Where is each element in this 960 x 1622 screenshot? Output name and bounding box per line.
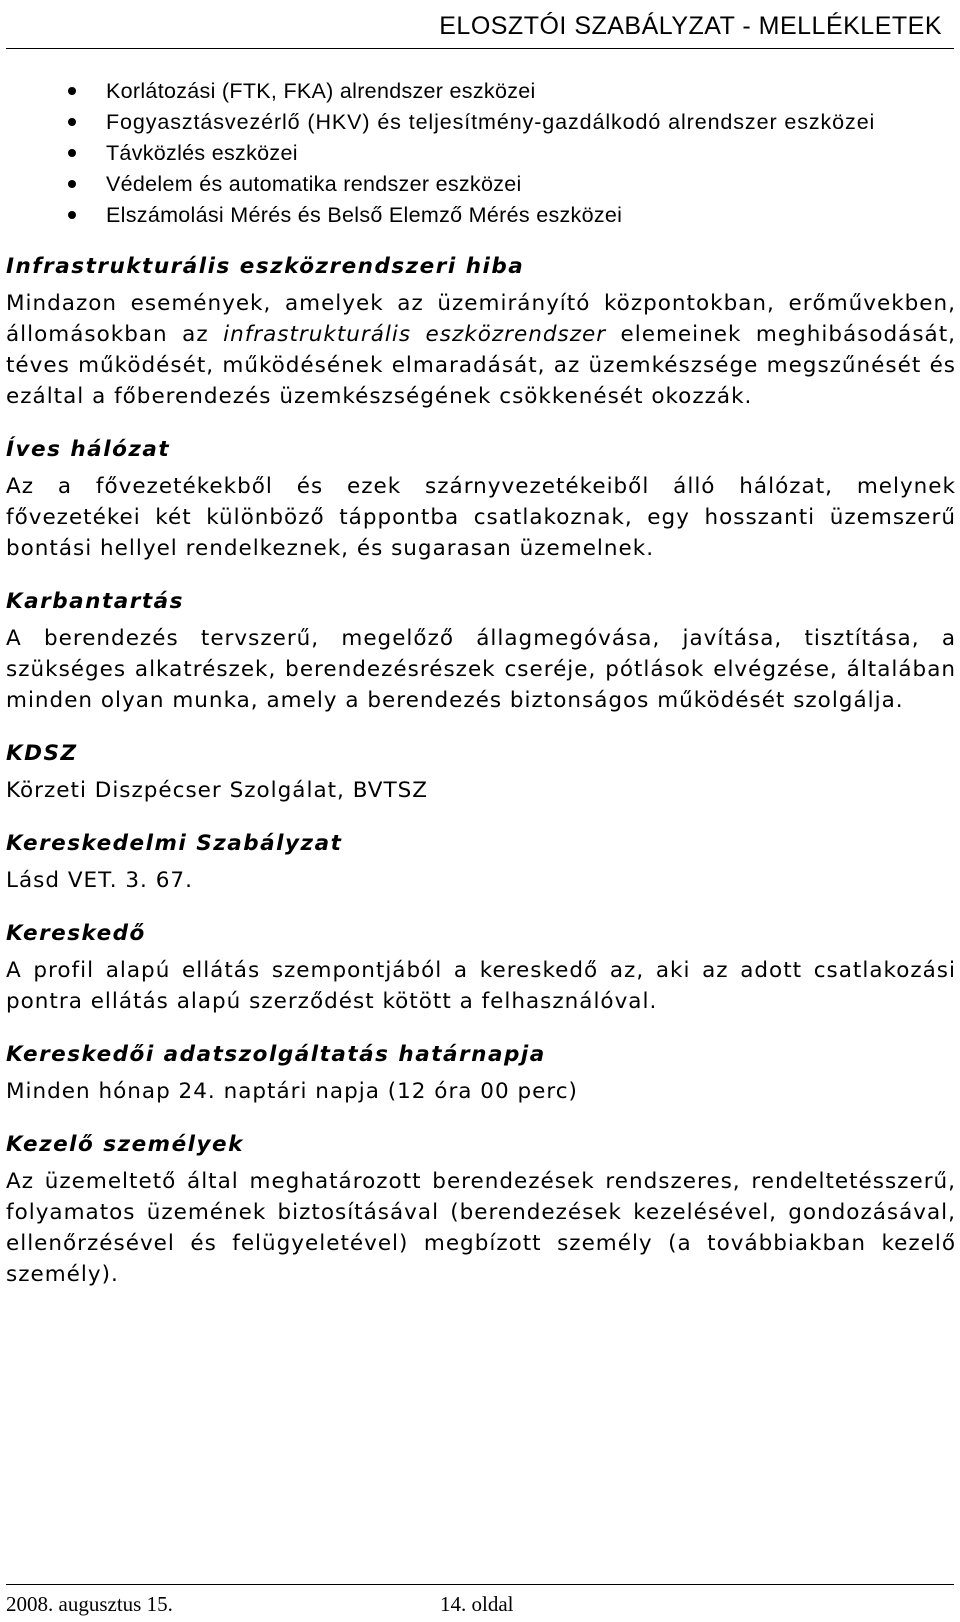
bullet-icon — [68, 149, 76, 157]
term-heading: Kezelő személyek — [6, 1132, 244, 1157]
term-definition: Az üzemeltető által meghatározott berendezések rendszeres, rendeltetésszerű, folyamatos üzemének biztosításával (berendezések kezelésével, gondozásával, ellenőrzésével és felügyeletével) megbízott személy (a továbbiakban kezelő személy). — [6, 1169, 956, 1287]
bullet-item: Fogyasztásvezérlő (HKV) és teljesítmény-gazdálkodó alrendszer eszközei — [6, 107, 956, 138]
term-definition: Lásd VET. 3. 67. — [6, 868, 193, 893]
term-heading: KDSZ — [6, 741, 78, 766]
bullet-icon — [68, 87, 76, 95]
bullet-item: Elszámolási Mérés és Belső Elemző Mérés eszközei — [6, 200, 956, 231]
bullet-item: Távközlés eszközei — [6, 138, 956, 169]
footer-rule — [6, 1584, 954, 1585]
term-heading: Karbantartás — [6, 589, 184, 614]
document-title: ELOSZTÓI SZABÁLYZAT - MELLÉKLETEK — [439, 12, 942, 40]
term-heading: Infrastrukturális eszközrendszeri hiba — [6, 254, 525, 279]
term-definition: Mindazon események, amelyek az üzemirányító központokban, erőművekben, állomásokban az infrastrukturális eszközrendszer elemeinek meghibásodását, téves működését, működésének elmaradását, az üzemkészsége megszűnését és ezáltal a főberendezés üzemkészségének csökkenését okozzák. — [6, 291, 956, 409]
bullet-item: Védelem és automatika rendszer eszközei — [6, 169, 956, 200]
footer-date: 2008. augusztus 15. — [6, 1592, 173, 1616]
term-heading: Kereskedői adatszolgáltatás határnapja — [6, 1042, 546, 1067]
term-definition: Minden hónap 24. naptári napja (12 óra 00 perc) — [6, 1079, 578, 1104]
bullet-icon — [68, 211, 76, 219]
term-definition: A berendezés tervszerű, megelőző állagmegóvása, javítása, tisztítása, a szükséges alkatrészek, berendezésrészek cseréje, pótlások elvégzése, általában minden olyan munka, amely a berendezés biztonságos működését szolgálja. — [6, 626, 956, 713]
bullet-item: Korlátozási (FTK, FKA) alrendszer eszközei — [6, 76, 956, 107]
term-heading: Kereskedelmi Szabályzat — [6, 831, 343, 856]
page-header — [0, 0, 960, 52]
term-heading: Kereskedő — [6, 921, 146, 946]
term-heading: Íves hálózat — [6, 437, 171, 462]
document-body — [6, 76, 956, 1290]
term-definition: Az a fővezetékekből és ezek szárnyvezetékeiből álló hálózat, melynek fővezetékei két különböző táppontba csatlakoznak, egy hosszanti üzemszerű bontási hellyel rendelkeznek, és sugarasan üzemelnek. — [6, 474, 956, 561]
footer-page-number: 14. oldal — [440, 1592, 514, 1616]
bullet-icon — [68, 180, 76, 188]
header-rule — [6, 48, 954, 49]
bullet-icon — [68, 118, 76, 126]
equipment-bullet-list — [6, 76, 956, 231]
page-footer — [0, 1584, 960, 1622]
term-definition: Körzeti Diszpécser Szolgálat, BVTSZ — [6, 778, 429, 803]
term-definition: A profil alapú ellátás szempontjából a kereskedő az, aki az adott csatlakozási pontra ellátás alapú szerződést kötött a felhasználóval. — [6, 958, 956, 1014]
